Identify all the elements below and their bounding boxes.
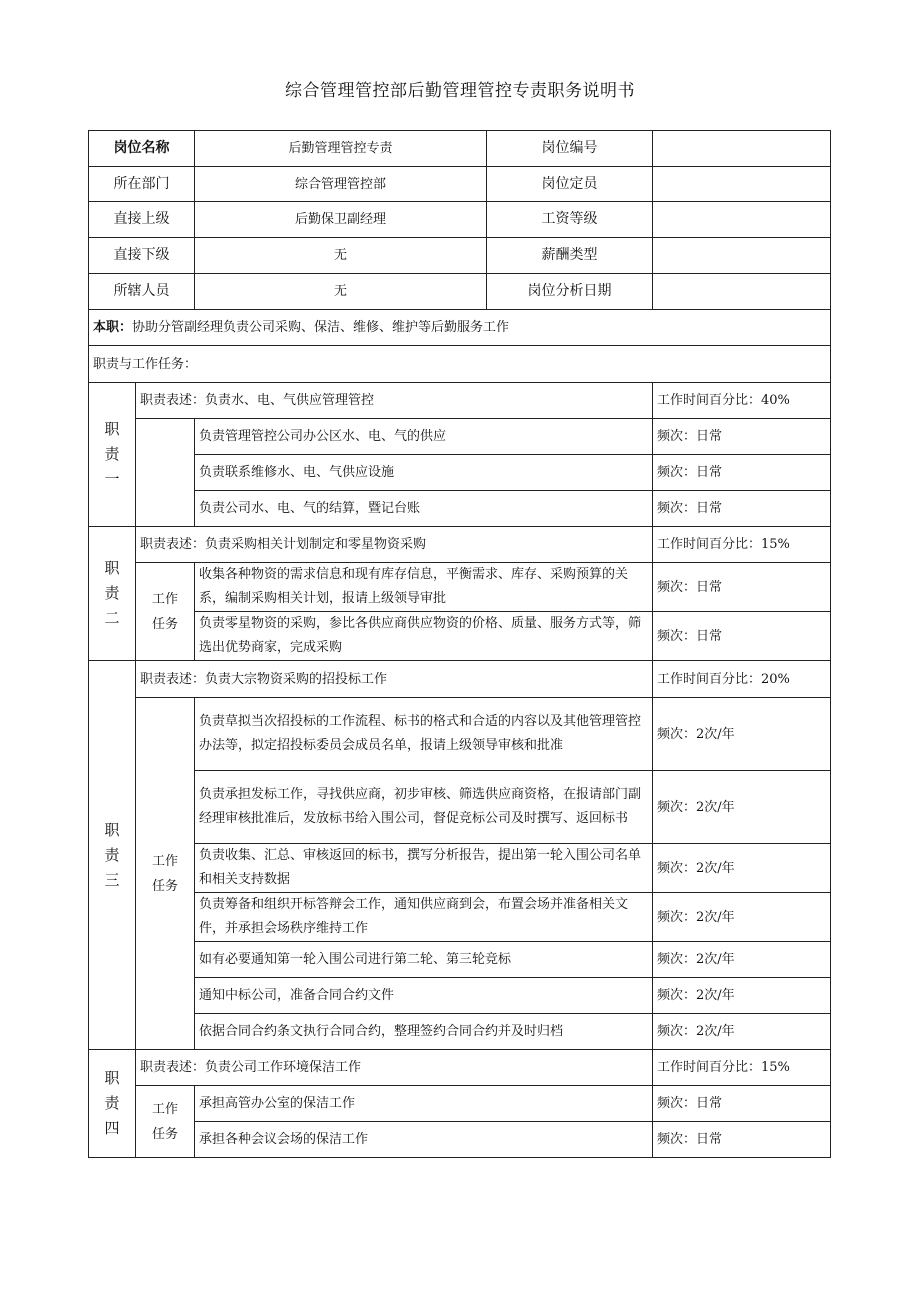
salary-grade-label: 工资等级 <box>487 202 653 238</box>
header-row <box>89 238 831 274</box>
duty-3-work-tasks-label: 工作 任务 <box>136 698 195 1050</box>
duty-1-time-pct: 工作时间百分比：40% <box>653 383 831 419</box>
headcount-value <box>653 167 831 202</box>
header-row <box>89 131 831 167</box>
task-frequency: 频次：2次/年 <box>653 893 831 942</box>
duty-statement-row <box>89 1050 831 1086</box>
task-row <box>89 893 831 942</box>
duty-4-label: 职 责 四 <box>89 1050 136 1158</box>
task-text: 负责草拟当次招投标的工作流程、标书的格式和合适的内容以及其他管理管控办法等，拟定招投标委员会成员名单，报请上级领导审核和批准 <box>195 698 653 771</box>
task-row <box>89 978 831 1014</box>
header-row <box>89 202 831 238</box>
header-row <box>89 274 831 310</box>
task-frequency: 频次：2次/年 <box>653 698 831 771</box>
duty-summary-row <box>89 310 831 346</box>
duty-statement-row <box>89 661 831 698</box>
task-frequency: 频次：2次/年 <box>653 844 831 893</box>
task-text: 收集各种物资的需求信息和现有库存信息，平衡需求、库存、采购预算的关系，编制采购相关计划，报请上级领导审批 <box>195 563 653 612</box>
position-no-value <box>653 131 831 167</box>
task-row <box>89 1014 831 1050</box>
duty-4-time-pct: 工作时间百分比：15% <box>653 1050 831 1086</box>
task-row <box>89 844 831 893</box>
duty-1-statement: 职责表述：负责水、电、气供应管理管控 <box>136 383 653 419</box>
task-text: 承担各种会议会场的保洁工作 <box>195 1122 653 1158</box>
header-row <box>89 167 831 202</box>
task-frequency: 频次：日常 <box>653 455 831 491</box>
department-label: 所在部门 <box>89 167 195 202</box>
duty-statement-row <box>89 383 831 419</box>
analysis-date-value <box>653 274 831 310</box>
department-value: 综合管理管控部 <box>195 167 487 202</box>
pay-type-label: 薪酬类型 <box>487 238 653 274</box>
duty-3-label: 职 责 三 <box>89 661 136 1050</box>
task-row <box>89 1122 831 1158</box>
task-text: 负责承担发标工作，寻找供应商，初步审核、筛选供应商资格，在报请部门副经理审核批准后，发放标书给入围公司，督促竞标公司及时撰写、返回标书 <box>195 771 653 844</box>
task-row <box>89 563 831 612</box>
duty-4-statement: 职责表述：负责公司工作环境保洁工作 <box>136 1050 653 1086</box>
document-title: 综合管理管控部后勤管理管控专责职务说明书 <box>285 81 635 101</box>
task-frequency: 频次：日常 <box>653 1086 831 1122</box>
task-row <box>89 455 831 491</box>
position-name-value: 后勤管理管控专责 <box>195 131 487 167</box>
duty-2-work-tasks-label: 工作 任务 <box>136 563 195 661</box>
task-text: 负责管理管控公司办公区水、电、气的供应 <box>195 419 653 455</box>
task-text: 依据合同合约条文执行合同合约，整理签约合同合约并及时归档 <box>195 1014 653 1050</box>
duty-2-statement: 职责表述：负责采购相关计划制定和零星物资采购 <box>136 527 653 563</box>
task-frequency: 频次：日常 <box>653 1122 831 1158</box>
duty-summary-label: 本职： <box>93 320 133 335</box>
position-no-label: 岗位编号 <box>487 131 653 167</box>
duty-summary <box>89 310 831 346</box>
responsibilities-heading: 职责与工作任务： <box>89 346 831 383</box>
task-frequency: 频次：日常 <box>653 563 831 612</box>
superior-label: 直接上级 <box>89 202 195 238</box>
task-frequency: 频次：2次/年 <box>653 942 831 978</box>
task-row <box>89 771 831 844</box>
duty-3-time-pct: 工作时间百分比：20% <box>653 661 831 698</box>
headcount-label: 岗位定员 <box>487 167 653 202</box>
task-text: 如有必要通知第一轮入围公司进行第二轮、第三轮竞标 <box>195 942 653 978</box>
task-frequency: 频次：日常 <box>653 491 831 527</box>
duty-4-work-tasks-label: 工作 任务 <box>136 1086 195 1158</box>
task-frequency: 频次：2次/年 <box>653 978 831 1014</box>
task-row <box>89 698 831 771</box>
task-row <box>89 612 831 661</box>
task-frequency: 频次：日常 <box>653 612 831 661</box>
task-row <box>89 1086 831 1122</box>
duty-statement-row <box>89 527 831 563</box>
task-row <box>89 419 831 455</box>
task-text: 通知中标公司，准备合同合约文件 <box>195 978 653 1014</box>
duty-2-time-pct: 工作时间百分比：15% <box>653 527 831 563</box>
task-frequency: 频次：日常 <box>653 419 831 455</box>
duty-summary-text: 协助分管副经理负责公司采购、保洁、维修、维护等后勤服务工作 <box>132 320 510 335</box>
pay-type-value <box>653 238 831 274</box>
subordinate-value: 无 <box>195 238 487 274</box>
task-text: 负责筹备和组织开标答辩会工作，通知供应商到会，布置会场并准备相关文件，并承担会场秩序维持工作 <box>195 893 653 942</box>
job-description-table <box>88 130 831 1158</box>
task-row <box>89 491 831 527</box>
task-text: 负责零星物资的采购，参比各供应商供应物资的价格、质量、服务方式等，筛选出优势商家，完成采购 <box>195 612 653 661</box>
superior-value: 后勤保卫副经理 <box>195 202 487 238</box>
responsibilities-heading-row <box>89 346 831 383</box>
task-text: 负责公司水、电、气的结算，暨记台账 <box>195 491 653 527</box>
staff-label: 所辖人员 <box>89 274 195 310</box>
position-name-label: 岗位名称 <box>89 131 195 167</box>
duty-1-task-label-empty <box>136 419 195 527</box>
task-frequency: 频次：2次/年 <box>653 771 831 844</box>
duty-3-statement: 职责表述：负责大宗物资采购的招投标工作 <box>136 661 653 698</box>
task-frequency: 频次：2次/年 <box>653 1014 831 1050</box>
task-text: 负责联系维修水、电、气供应设施 <box>195 455 653 491</box>
task-text: 负责收集、汇总、审核返回的标书，撰写分析报告，提出第一轮入围公司名单和相关支持数据 <box>195 844 653 893</box>
task-text: 承担高管办公室的保洁工作 <box>195 1086 653 1122</box>
task-row <box>89 942 831 978</box>
analysis-date-label: 岗位分析日期 <box>487 274 653 310</box>
salary-grade-value <box>653 202 831 238</box>
duty-1-label: 职 责 一 <box>89 383 136 527</box>
duty-2-label: 职 责 二 <box>89 527 136 661</box>
subordinate-label: 直接下级 <box>89 238 195 274</box>
staff-value: 无 <box>195 274 487 310</box>
